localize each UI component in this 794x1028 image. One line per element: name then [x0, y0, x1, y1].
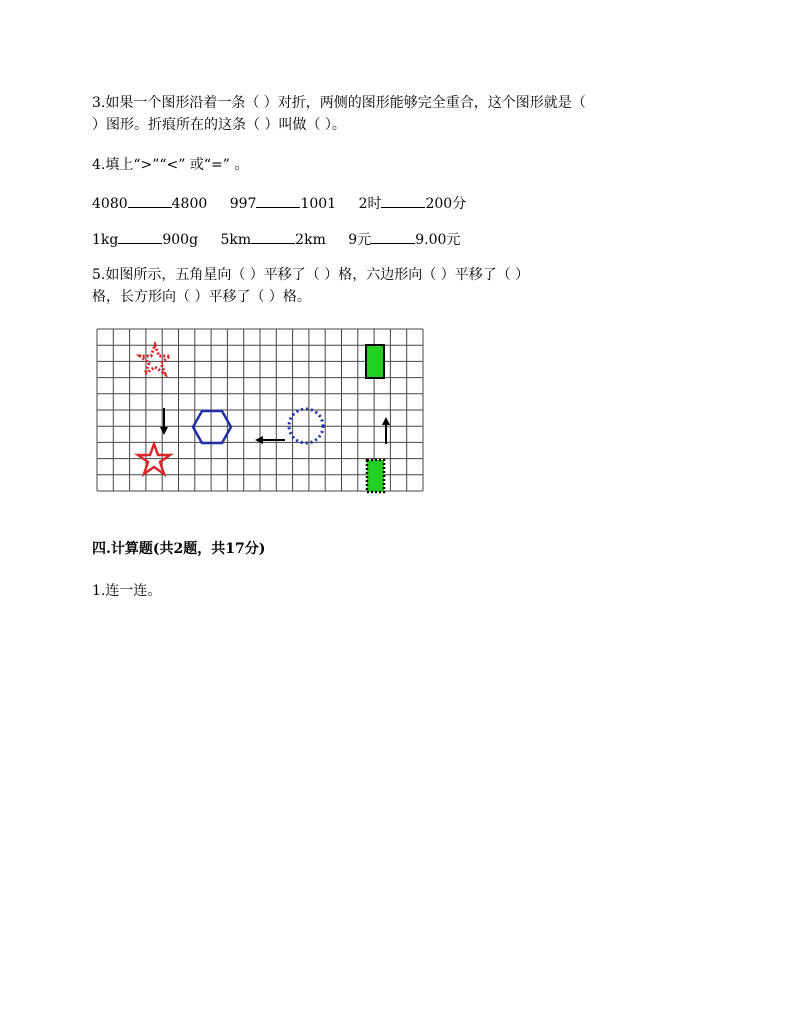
compare-right: 2km	[295, 232, 326, 248]
question-5-line-2: 格，长方形向（ ）平移了（ ）格。	[92, 289, 311, 305]
question-3-line-1: 3.如果一个图形沿着一条（ ）对折，两侧的图形能够完全重合，这个图形就是（	[92, 95, 586, 111]
answer-blank[interactable]	[128, 195, 172, 208]
arrow-down-icon	[160, 408, 168, 435]
compare-item	[92, 230, 198, 250]
answer-blank[interactable]	[381, 195, 425, 208]
compare-right: 1001	[300, 196, 337, 212]
compare-left: 997	[229, 196, 257, 212]
compare-left: 9元	[348, 232, 372, 248]
compare-left: 4080	[92, 196, 128, 212]
translation-grid-figure	[96, 328, 426, 494]
answer-blank[interactable]	[251, 231, 295, 244]
rectangle-icon	[366, 345, 384, 378]
compare-row-1	[92, 194, 484, 214]
answer-blank[interactable]	[256, 195, 300, 208]
compare-item	[92, 194, 207, 214]
answer-blank[interactable]	[371, 231, 415, 244]
compare-item	[359, 194, 467, 214]
compare-item	[348, 230, 460, 250]
question-3	[92, 92, 586, 136]
rectangle-icon	[367, 460, 384, 492]
compare-row-2	[92, 230, 478, 250]
question-5	[92, 264, 529, 308]
question-3-line-2: ）图形。折痕所在的这条（ ）叫做（ ）。	[92, 117, 346, 133]
compare-left: 1kg	[92, 232, 119, 248]
compare-item	[221, 230, 326, 250]
question-5-line-1: 5.如图所示，五角星向（ ）平移了（ ）格，六边形向（ ）平移了（ ）	[92, 267, 530, 283]
compare-right: 9.00元	[415, 232, 461, 248]
arrow-up-icon	[382, 417, 390, 444]
compare-right: 900g	[162, 232, 199, 248]
compare-left: 5km	[220, 232, 252, 248]
section-title: 四.计算题(共2题，共17分)	[92, 541, 266, 557]
star-icon	[140, 345, 170, 374]
calc-question-1: 1.连一连。	[92, 583, 162, 599]
question-4-title: 4.填上“>”“<” 或“=” 。	[92, 157, 249, 173]
compare-item	[230, 194, 336, 214]
hexagon-icon	[193, 411, 231, 443]
compare-left: 2时	[358, 196, 382, 212]
answer-blank[interactable]	[118, 231, 162, 244]
compare-right: 200分	[425, 196, 467, 212]
compare-right: 4800	[171, 196, 208, 212]
